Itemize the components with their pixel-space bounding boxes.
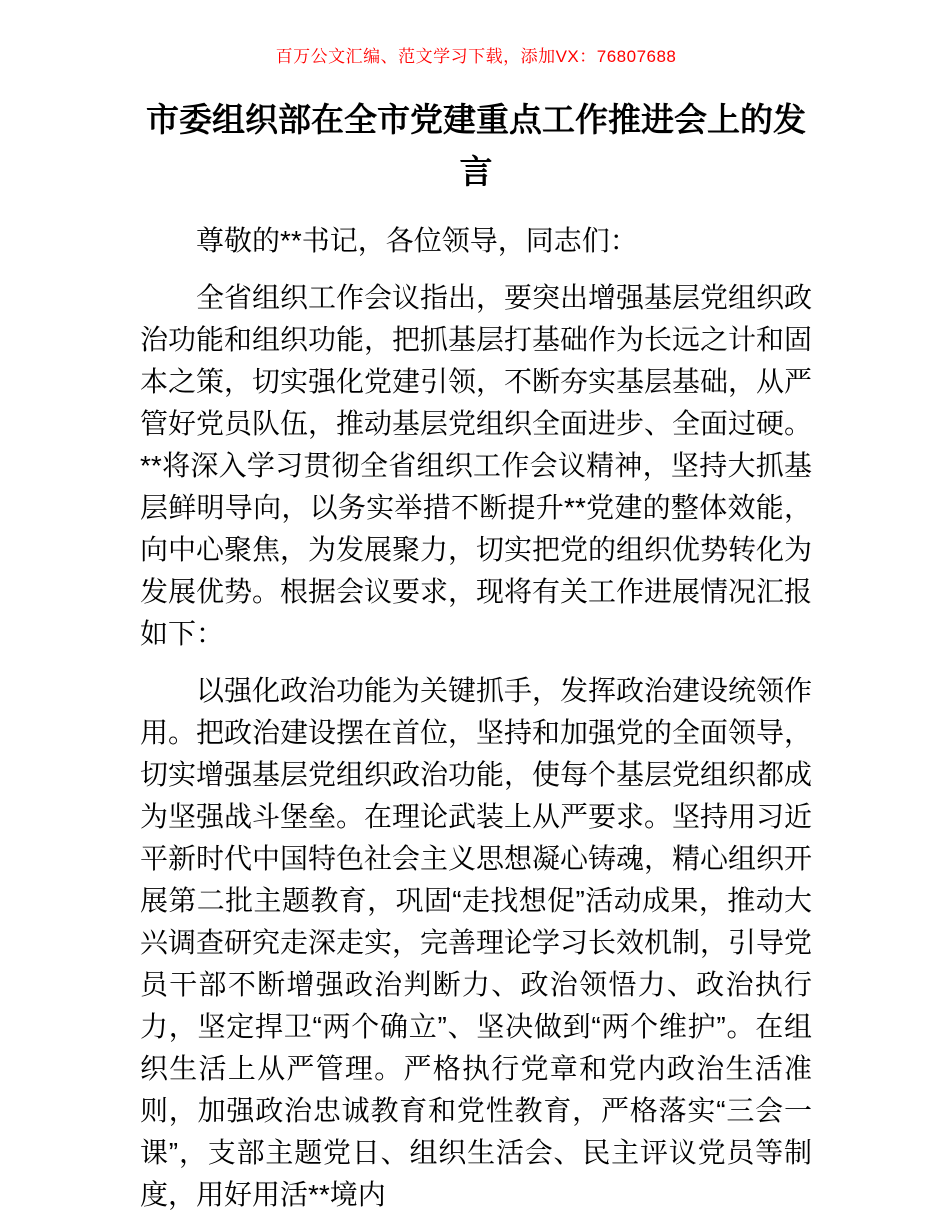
paragraph-body-1: 全省组织工作会议指出，要突出增强基层党组织政治功能和组织功能，把抓基层打基础作为长远之计和固本之策，切实强化党建引领，不断夯实基层基础，从严管好党员队伍，推动基层党组织全面进步、全面过硬。**将深入学习贯彻全省组织工作会议精神，坚持大抓基层鲜明导向，以务实举措不断提升**党建的整体效能，向中心聚焦，为发展聚力，切实把党的组织优势转化为发展优势。根据会议要求，现将有关工作进展情况汇报如下： [140, 282, 813, 649]
promo-header-text: 百万公文汇编、范文学习下载，添加VX：76807688 [275, 47, 677, 66]
paragraph-greeting: 尊敬的**书记，各位领导，同志们： [196, 225, 638, 256]
paragraph-body-2: 以强化政治功能为关键抓手，发挥政治建设统领作用。把政治建设摆在首位，坚持和加强党的全面领导，切实增强基层党组织政治功能，使每个基层党组织都成为坚强战斗堡垒。在理论武装上从严要求。坚持用习近平新时代中国特色社会主义思想凝心铸魂，精心组织开展第二批主题教育，巩固“走找想促”活动成果，推动大兴调查研究走深走实，完善理论学习长效机制，引导党员干部不断增强政治判断力、政治领悟力、政治执行力，坚定捍卫“两个确立”、坚决做到“两个维护”。在组织生活上从严管理。严格执行党章和党内政治生活准则，加强政治忠诚教育和党性教育，严格落实“三会一课”，支部主题党日、组织生活会、民主评议党员等制度，用好用活**境内 [140, 675, 813, 1210]
document-title: 市委组织部在全市党建重点工作推进会上的发言 [146, 101, 806, 190]
